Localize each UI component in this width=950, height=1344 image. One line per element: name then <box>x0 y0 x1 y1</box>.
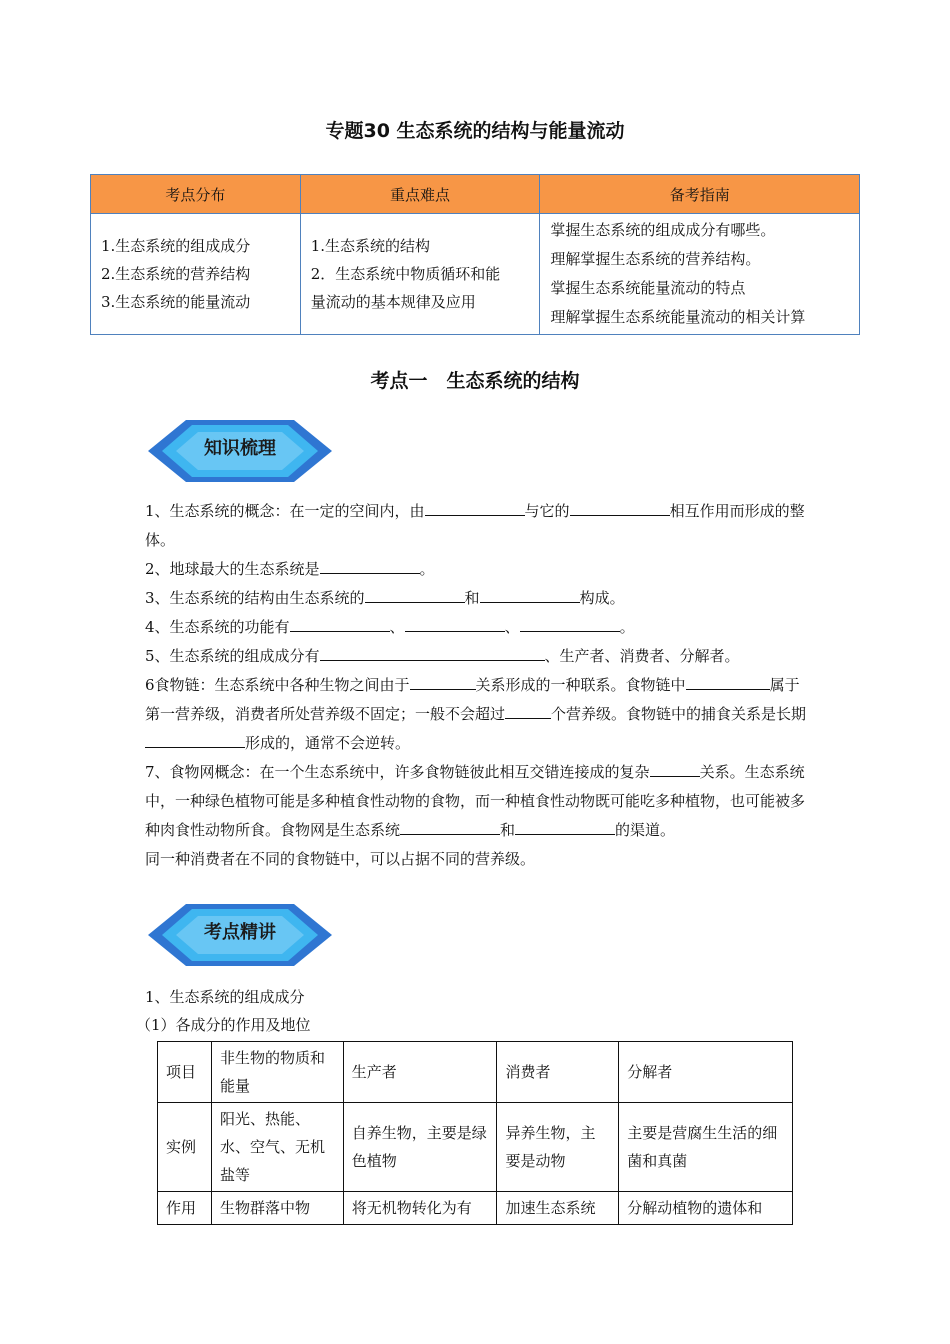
knowledge-item-2: 2、地球最大的生态系统是 。 <box>145 555 810 584</box>
section-title: 考点一 生态系统的结构 <box>370 370 580 392</box>
table-row <box>158 1103 793 1192</box>
list-item: 掌握生态系统能量流动的特点 <box>550 279 746 297</box>
table-header-cell: 项目 <box>158 1042 212 1103</box>
overview-body-row <box>91 214 860 335</box>
header-study-guide: 备考指南 <box>540 175 860 214</box>
key-points-banner <box>146 902 334 968</box>
table-cell: 分解动植物的遗体和 <box>619 1192 793 1225</box>
list-item: 量流动的基本规律及应用 <box>310 293 476 311</box>
knowledge-item-5: 5、生态系统的组成成分有 、生产者、消费者、分解者。 <box>145 642 810 671</box>
list-item: 3.生态系统的能量流动 <box>101 293 251 311</box>
knowledge-item-7: 7、食物网概念：在一个生态系统中，许多食物链彼此相互交错连接成的复杂 关系。生态系统中，一种绿色植物可能是多种植食性动物的食物，而一种植食性动物既可能吃多种植物，也可能被多种肉食性动物所食。食物网是生态系统 和 的渠道。 <box>145 758 810 845</box>
components-table <box>157 1041 793 1225</box>
key-difficulties-cell <box>300 214 540 335</box>
table-cell: 实例 <box>158 1103 212 1192</box>
table-cell: 自养生物，主要是绿色植物 <box>343 1103 497 1192</box>
study-guide-cell <box>540 214 860 335</box>
list-item: 理解掌握生态系统能量流动的相关计算 <box>550 308 806 326</box>
table-cell: 作用 <box>158 1192 212 1225</box>
exam-points-cell <box>91 214 301 335</box>
table-cell: 将无机物转化为有 <box>343 1192 497 1225</box>
knowledge-item-4: 4、生态系统的功能有 、 、 。 <box>145 613 810 642</box>
table-cell: 加速生态系统 <box>497 1192 619 1225</box>
overview-table <box>90 174 860 335</box>
table-cell: 异养生物，主要是动物 <box>497 1103 619 1192</box>
header-key-difficulties: 重点难点 <box>300 175 540 214</box>
table-header-cell: 分解者 <box>619 1042 793 1103</box>
table-row <box>158 1192 793 1225</box>
table-cell: 生物群落中物 <box>211 1192 343 1225</box>
knowledge-item-1: 1、生态系统的概念：在一定的空间内，由 与它的 相互作用而形成的整体。 <box>145 497 810 555</box>
knowledge-item-8: 同一种消费者在不同的食物链中，可以占据不同的营养级。 <box>145 850 536 868</box>
table-header-cell: 非生物的物质和能量 <box>211 1042 343 1103</box>
knowledge-review-banner <box>146 418 334 484</box>
list-item: 1.生态系统的结构 <box>310 237 431 255</box>
header-exam-points: 考点分布 <box>91 175 301 214</box>
page-title: 专题30 生态系统的结构与能量流动 <box>325 120 625 142</box>
knowledge-item-3: 3、生态系统的结构由生态系统的 和 构成。 <box>145 584 810 613</box>
banner-label: 考点精讲 <box>204 922 276 943</box>
detail-subheading: （1）各成分的作用及地位 <box>136 1016 311 1034</box>
list-item: 2.生态系统的营养结构 <box>101 265 251 283</box>
list-item: 1.生态系统的组成成分 <box>101 237 251 255</box>
knowledge-paragraphs <box>145 497 810 874</box>
list-item: 理解掌握生态系统的营养结构。 <box>550 250 761 268</box>
overview-header-row <box>91 175 860 214</box>
knowledge-item-6: 6食物链：生态系统中各种生物之间由于 关系形成的一种联系。食物链中 属于第一营养级，消费者所处营养级不固定；一般不会超过 个营养级。食物链中的捕食关系是长期形成的，通常不会逆转。 <box>145 671 810 758</box>
list-item: 掌握生态系统的组成成分有哪些。 <box>550 221 776 239</box>
list-item: 2．生态系统中物质循环和能 <box>310 265 501 283</box>
table-cell: 主要是营腐生生活的细菌和真菌 <box>619 1103 793 1192</box>
table-header-cell: 生产者 <box>343 1042 497 1103</box>
banner-label: 知识梳理 <box>204 438 276 459</box>
table-header-cell: 消费者 <box>497 1042 619 1103</box>
detail-heading: 1、生态系统的组成成分 <box>145 988 305 1006</box>
table-row <box>158 1042 793 1103</box>
table-cell: 阳光、热能、水、空气、无机盐等 <box>211 1103 343 1192</box>
